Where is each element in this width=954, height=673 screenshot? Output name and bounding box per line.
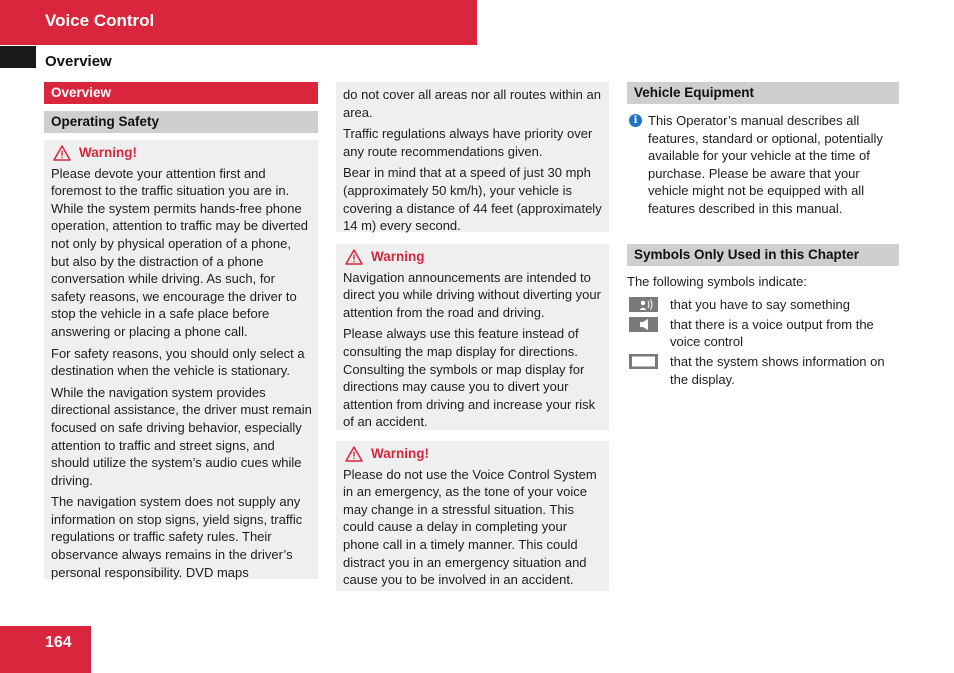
warning-triangle-icon [345, 249, 363, 265]
paragraph: While the navigation system provides directional assistance, the driver must remain focused on safe driving behavior, especially attention to traffic and street signs, and should utilize the system’s audio cues while driving. [51, 384, 312, 488]
emergency-warning-box [336, 441, 609, 591]
overview-heading: Overview [44, 82, 318, 104]
symbol-row [627, 316, 899, 351]
warning-label: Warning! [371, 446, 429, 461]
continued-text-box [336, 82, 609, 232]
vehicle-equipment-heading: Vehicle Equipment [627, 82, 899, 104]
paragraph: For safety reasons, you should only select a destination when the vehicle is stationary. [51, 345, 305, 379]
symbol-row [627, 353, 899, 388]
paragraph: Bear in mind that at a speed of just 30 mph (approximately 50 km/h), your vehicle is covering a distance of 44 feet (approximately 14 m) every second. [343, 165, 602, 234]
warning-header [343, 248, 603, 266]
warning-triangle-icon [53, 145, 71, 161]
warning-triangle-icon [345, 446, 363, 462]
paragraph: The navigation system does not supply any information on stop signs, yield signs, traffic regulations or traffic safety rules. Their observance always remains in the driver’s personal responsibility. DVD maps [51, 494, 303, 580]
voice-output-icon [629, 317, 658, 332]
paragraph: Please devote your attention first and foremost to the traffic situation you are in. While the system permits hands-free phone operation, attention to traffic may be diverted not only by physical operation of a phone, but also by the distraction of a phone conversation while driving. As such, for safety reasons, we encourage the driver to stop the vehicle in a safe place before answering or placing a phone call. [51, 165, 309, 339]
symbols-intro: The following symbols indicate: [627, 273, 807, 289]
display-icon [629, 354, 658, 369]
speak-icon [629, 297, 658, 312]
info-note [627, 112, 899, 218]
symbol-text: that you have to say something [670, 297, 850, 313]
column-3 [627, 82, 899, 390]
page-number: 164 [45, 634, 72, 651]
chapter-title: Voice Control [45, 11, 155, 30]
symbol-text: that the system shows information on the display. [670, 353, 885, 387]
symbol-row [627, 296, 899, 314]
navigation-warning-box [336, 244, 609, 430]
info-icon: i [629, 114, 642, 127]
warning-label: Warning! [79, 145, 137, 160]
operating-safety-heading: Operating Safety [44, 111, 318, 133]
warning-header [51, 144, 312, 162]
warning-header [343, 445, 603, 463]
column-1 [44, 82, 318, 579]
paragraph: do not cover all areas nor all routes within an area. [343, 87, 601, 120]
safety-warning-box [44, 140, 318, 579]
section-title: Overview [45, 53, 112, 70]
paragraph: Navigation announcements are intended to direct you while driving without diverting your attention from the road and driving. [343, 269, 601, 320]
paragraph: Traffic regulations always have priority over any route recommendations given. [343, 126, 593, 159]
paragraph: Please always use this feature instead of consulting the map display for directions. Consulting the symbols or map display for directions may cause you to divert your attention from driving and increase your risk of an accident. [343, 326, 596, 430]
equipment-text: This Operator’s manual describes all features, standard or optional, potentially available for your vehicle at the time of purchase. Please be aware that your vehicle might not be equipped with all features described in this manual. [648, 113, 883, 216]
warning-label: Warning [371, 249, 425, 264]
column-2 [336, 82, 609, 591]
symbols-heading: Symbols Only Used in this Chapter [627, 244, 899, 266]
symbol-text: that there is a voice output from the voice control [670, 316, 874, 350]
section-marker [0, 46, 36, 68]
paragraph: Please do not use the Voice Control System in an emergency, as the tone of your voice may change in a stressful situation. This could cause a delay in completing your phone call in a timely manner. This could distract you in an emergency situation and cause you to be involved in an accident. [343, 466, 597, 588]
